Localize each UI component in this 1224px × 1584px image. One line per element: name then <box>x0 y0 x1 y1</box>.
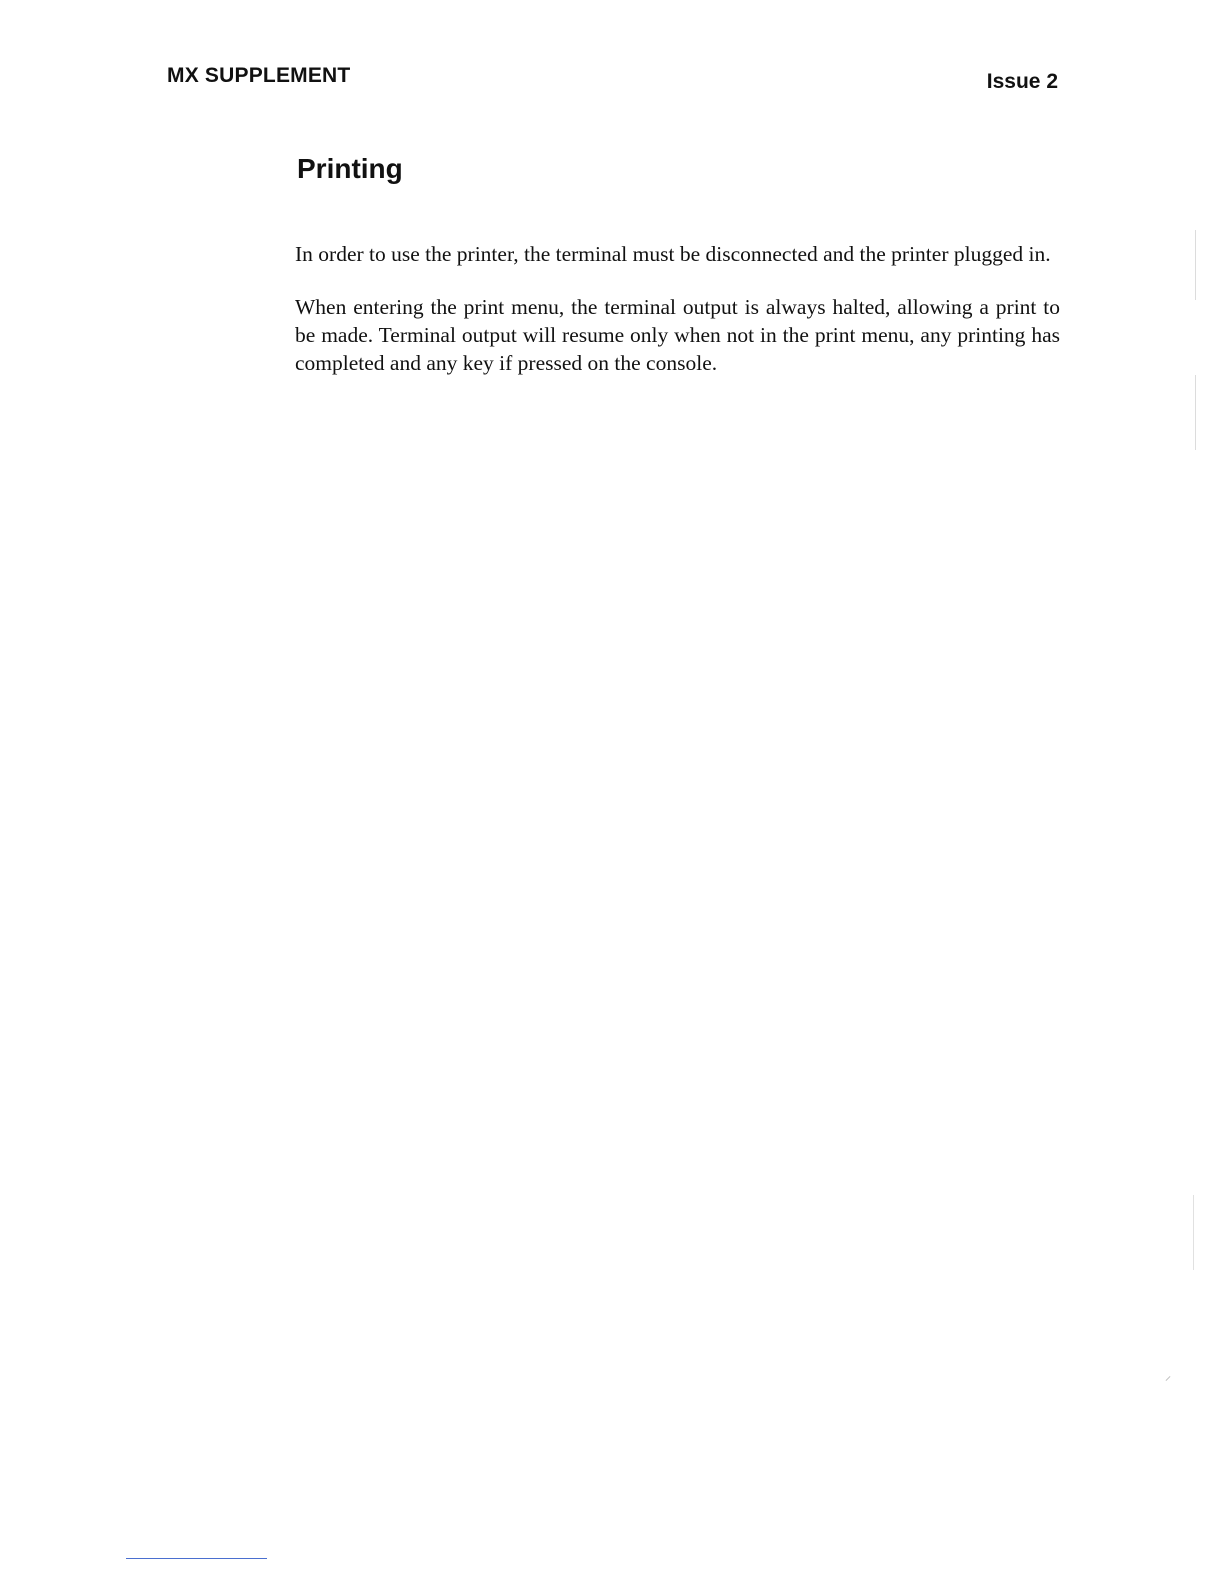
scan-speck <box>1166 1376 1171 1381</box>
document-header-title: MX SUPPLEMENT <box>167 64 351 87</box>
issue-label: Issue 2 <box>986 70 1058 93</box>
paragraph: When entering the print menu, the terminal output is always halted, allowing a print to be made. Terminal output will resume only when not in the print menu, any printing has completed and any key if pressed on the console. <box>295 295 1060 375</box>
paragraph: In order to use the printer, the terminal must be disconnected and the printer plugged in. <box>295 242 1051 266</box>
scan-speck <box>1193 1195 1194 1270</box>
scan-artifact-line <box>126 1558 267 1559</box>
section-title: Printing <box>297 153 403 184</box>
scan-speck <box>1195 375 1196 450</box>
section-body <box>295 240 1060 402</box>
scan-speck <box>1195 230 1196 300</box>
